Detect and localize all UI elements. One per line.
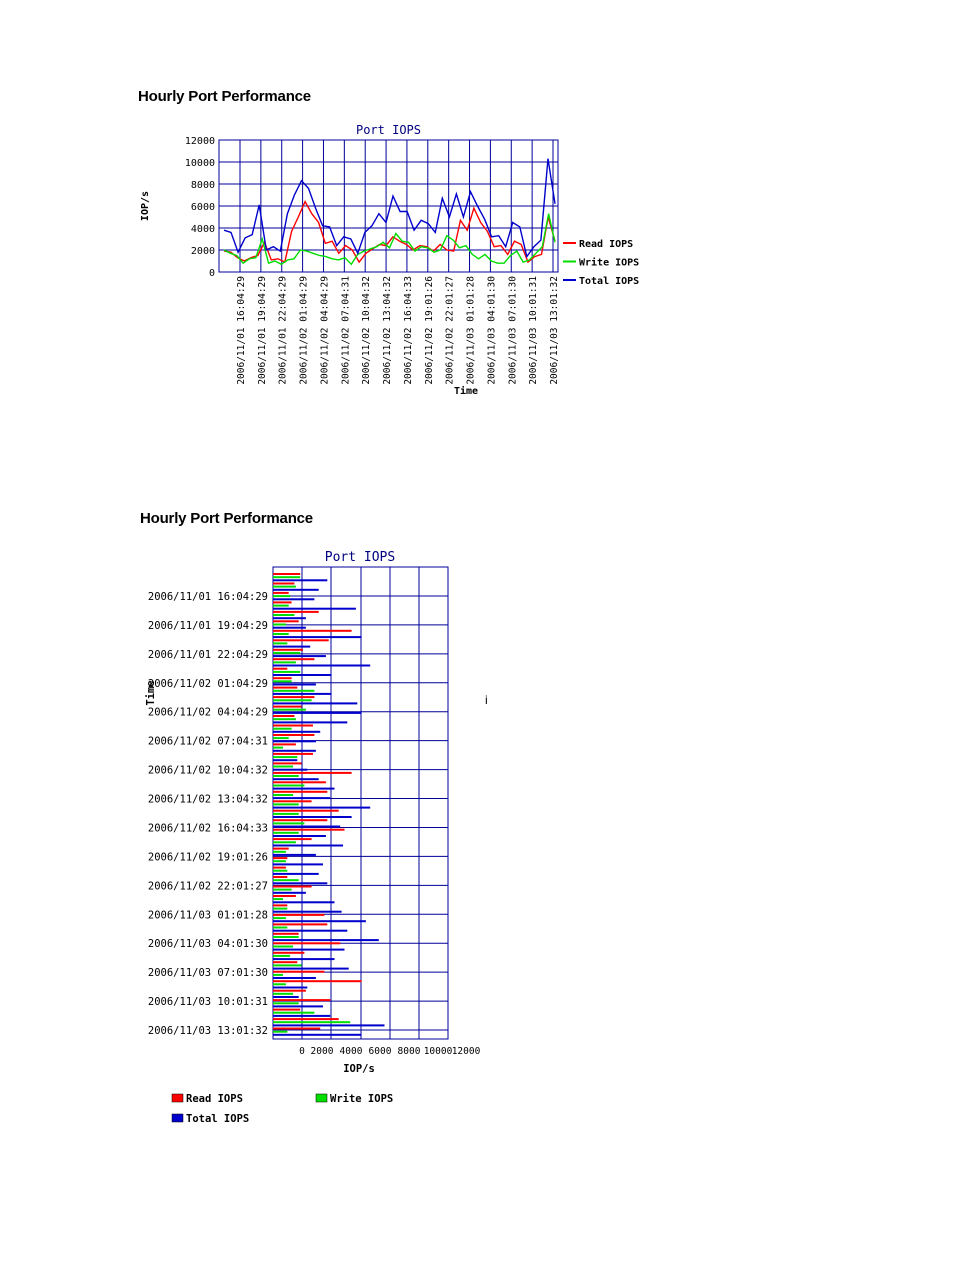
x-tick-label: 2006/11/02 19:01:26 bbox=[423, 276, 435, 385]
bar-write-iops bbox=[273, 964, 302, 966]
x-tick-label: 2006/11/02 07:04:31 bbox=[340, 276, 352, 385]
bar-total-iops bbox=[273, 750, 316, 752]
x-tick-label: 2000 bbox=[310, 1046, 334, 1057]
y-tick-label: 2006/11/02 22:01:27 bbox=[147, 880, 268, 893]
bar-write-iops bbox=[273, 908, 287, 910]
bar-read-iops bbox=[273, 649, 303, 651]
bar-read-iops bbox=[273, 1018, 339, 1020]
bar-total-iops bbox=[273, 797, 330, 799]
bar-read-iops bbox=[273, 999, 330, 1001]
bar-write-iops bbox=[273, 898, 283, 900]
bar-total-iops bbox=[273, 589, 319, 591]
y-tick-label: 2006/11/02 13:04:32 bbox=[147, 793, 268, 806]
bar-read-iops bbox=[273, 753, 313, 755]
bar-write-iops bbox=[273, 614, 294, 616]
bar-total-iops bbox=[273, 1034, 362, 1036]
bar-total-iops bbox=[273, 702, 357, 704]
bar-total-iops bbox=[273, 684, 316, 686]
bar-write-iops bbox=[273, 737, 289, 739]
bar-write-iops bbox=[273, 775, 299, 777]
bar-total-iops bbox=[273, 826, 340, 828]
bar-total-iops bbox=[273, 873, 319, 875]
bar-read-iops bbox=[273, 810, 339, 812]
bar-read-iops bbox=[273, 952, 304, 954]
bar-write-iops bbox=[273, 680, 292, 682]
bar-total-iops bbox=[273, 712, 362, 714]
y-tick-label: 2006/11/02 19:01:26 bbox=[147, 851, 268, 864]
bar-total-iops bbox=[273, 939, 379, 941]
bar-write-iops bbox=[273, 709, 306, 711]
bar-total-iops bbox=[273, 930, 347, 932]
bar-write-iops bbox=[273, 1031, 287, 1033]
bar-read-iops bbox=[273, 715, 294, 717]
bar-total-iops bbox=[273, 987, 307, 989]
chart-title: Port IOPS bbox=[324, 550, 396, 565]
bar-total-iops bbox=[273, 949, 345, 951]
bar-write-iops bbox=[273, 917, 286, 919]
y-tick-label: 12000 bbox=[184, 136, 215, 147]
bar-read-iops bbox=[273, 961, 297, 963]
bar-write-iops bbox=[273, 936, 299, 938]
y-axis-label: IOP/s bbox=[140, 190, 151, 222]
bar-write-iops bbox=[273, 756, 297, 758]
bar-write-iops bbox=[273, 586, 296, 588]
legend-label: Total IOPS bbox=[186, 1113, 250, 1125]
bar-read-iops bbox=[273, 933, 299, 935]
x-tick-label: 12000 bbox=[451, 1046, 481, 1057]
bar-read-iops bbox=[273, 668, 287, 670]
y-tick-label: 2000 bbox=[190, 246, 215, 257]
x-tick-label: 8000 bbox=[397, 1046, 421, 1057]
bar-write-iops bbox=[273, 671, 300, 673]
x-tick-label: 2006/11/03 10:01:31 bbox=[528, 276, 540, 385]
bar-read-iops bbox=[273, 1009, 300, 1011]
bar-write-iops bbox=[273, 1012, 314, 1014]
bar-read-iops bbox=[273, 886, 312, 888]
bar-total-iops bbox=[273, 759, 297, 761]
bar-read-iops bbox=[273, 791, 327, 793]
page-heading-bottom: Hourly Port Performance bbox=[140, 510, 313, 527]
bar-total-iops bbox=[273, 807, 370, 809]
x-tick-label: 2006/11/03 13:01:32 bbox=[549, 276, 560, 385]
bar-write-iops bbox=[273, 718, 296, 720]
x-tick-label: 2006/11/02 22:01:27 bbox=[444, 275, 456, 385]
legend-label: Write IOPS bbox=[330, 1093, 394, 1105]
y-tick-label: 2006/11/02 04:04:29 bbox=[147, 706, 268, 719]
y-tick-label: 2006/11/02 01:04:29 bbox=[147, 677, 268, 690]
x-tick-label: 2006/11/03 01:01:28 bbox=[465, 276, 477, 385]
x-tick-label: 2006/11/03 07:01:30 bbox=[507, 276, 519, 385]
x-tick-label: 2006/11/02 10:04:32 bbox=[361, 276, 373, 385]
stray-text-mark: i bbox=[485, 693, 488, 707]
x-tick-label: 10000 bbox=[423, 1046, 453, 1057]
bar-total-iops bbox=[273, 598, 314, 600]
bar-read-iops bbox=[273, 848, 289, 850]
legend-swatch bbox=[172, 1094, 183, 1102]
bar-write-iops bbox=[273, 728, 292, 730]
bar-read-iops bbox=[273, 980, 362, 982]
bar-read-iops bbox=[273, 677, 292, 679]
bar-write-iops bbox=[273, 822, 304, 824]
bar-total-iops bbox=[273, 646, 310, 648]
bar-write-iops bbox=[273, 860, 286, 862]
y-tick-label: 2006/11/03 13:01:32 bbox=[147, 1025, 268, 1037]
bar-read-iops bbox=[273, 819, 327, 821]
bar-total-iops bbox=[273, 977, 316, 979]
y-tick-label: 2006/11/03 07:01:30 bbox=[147, 967, 268, 980]
x-tick-label: 2006/11/03 04:01:30 bbox=[486, 276, 498, 385]
legend-label: Read IOPS bbox=[186, 1093, 243, 1105]
bar-total-iops bbox=[273, 740, 316, 742]
bar-total-iops bbox=[273, 731, 320, 733]
bar-write-iops bbox=[273, 785, 304, 787]
bar-read-iops bbox=[273, 573, 300, 575]
bar-total-iops bbox=[273, 911, 342, 913]
bar-read-iops bbox=[273, 800, 312, 802]
bar-write-iops bbox=[273, 633, 289, 635]
bar-read-iops bbox=[273, 734, 314, 736]
bar-total-iops bbox=[273, 617, 306, 619]
bar-total-iops bbox=[273, 1024, 385, 1026]
bar-total-iops bbox=[273, 901, 335, 903]
bar-total-iops bbox=[273, 655, 326, 657]
bar-total-iops bbox=[273, 1015, 330, 1017]
y-axis-label: Time bbox=[145, 680, 157, 706]
legend-swatch bbox=[172, 1114, 183, 1122]
bar-write-iops bbox=[273, 946, 293, 948]
bar-total-iops bbox=[273, 674, 332, 676]
x-tick-label: 4000 bbox=[339, 1046, 363, 1057]
bar-read-iops bbox=[273, 990, 306, 992]
bar-write-iops bbox=[273, 605, 289, 607]
x-tick-label: 2006/11/01 22:04:29 bbox=[277, 276, 289, 385]
bar-write-iops bbox=[273, 652, 300, 654]
y-tick-label: 2006/11/01 19:04:29 bbox=[147, 619, 268, 632]
bar-read-iops bbox=[273, 611, 319, 613]
legend-label: Write IOPS bbox=[579, 257, 640, 269]
y-tick-label: 6000 bbox=[190, 202, 215, 213]
bar-read-iops bbox=[273, 867, 286, 869]
bar-read-iops bbox=[273, 592, 289, 594]
bar-write-iops bbox=[273, 813, 299, 815]
bar-read-iops bbox=[273, 583, 294, 585]
bar-write-iops bbox=[273, 879, 299, 881]
bar-write-iops bbox=[273, 766, 293, 768]
bar-write-iops bbox=[273, 624, 286, 626]
y-tick-label: 2006/11/03 10:01:31 bbox=[147, 996, 268, 1009]
bar-read-iops bbox=[273, 772, 352, 774]
bar-write-iops bbox=[273, 889, 292, 891]
bar-total-iops bbox=[273, 665, 370, 667]
bar-read-iops bbox=[273, 658, 314, 660]
legend-swatch bbox=[316, 1094, 327, 1102]
bar-total-iops bbox=[273, 579, 327, 581]
bar-total-iops bbox=[273, 693, 332, 695]
y-tick-label: 0 bbox=[208, 268, 215, 279]
bar-write-iops bbox=[273, 841, 296, 843]
y-tick-label: 8000 bbox=[190, 180, 215, 191]
x-axis-label: Time bbox=[453, 386, 479, 397]
x-tick-label: 6000 bbox=[368, 1046, 392, 1057]
bar-total-iops bbox=[273, 769, 307, 771]
y-tick-label: 2006/11/03 04:01:30 bbox=[147, 938, 268, 951]
bar-read-iops bbox=[273, 725, 313, 727]
legend-label: Read IOPS bbox=[579, 239, 634, 250]
x-tick-label: 2006/11/02 13:04:32 bbox=[382, 276, 394, 385]
bar-write-iops bbox=[273, 993, 293, 995]
bar-write-iops bbox=[273, 794, 293, 796]
bar-write-iops bbox=[273, 927, 287, 929]
legend-label: Total IOPS bbox=[579, 276, 640, 287]
bar-write-iops bbox=[273, 1002, 299, 1004]
bar-write-iops bbox=[273, 851, 286, 853]
bar-write-iops bbox=[273, 699, 312, 701]
y-tick-label: 2006/11/01 16:04:29 bbox=[147, 591, 268, 603]
bar-read-iops bbox=[273, 876, 287, 878]
bar-read-iops bbox=[273, 630, 352, 632]
chart-title: Port IOPS bbox=[355, 123, 422, 137]
bar-total-iops bbox=[273, 996, 299, 998]
bar-total-iops bbox=[273, 892, 306, 894]
bar-total-iops bbox=[273, 778, 319, 780]
bar-read-iops bbox=[273, 639, 329, 641]
bar-read-iops bbox=[273, 857, 287, 859]
x-tick-label: 0 bbox=[299, 1046, 305, 1057]
bar-read-iops bbox=[273, 696, 314, 698]
y-tick-label: 2006/11/02 07:04:31 bbox=[147, 735, 268, 748]
bar-read-iops bbox=[273, 1028, 320, 1030]
bar-read-iops bbox=[273, 923, 327, 925]
bar-total-iops bbox=[273, 968, 349, 970]
x-tick-label: 2006/11/01 16:04:29 bbox=[236, 276, 247, 385]
bar-total-iops bbox=[273, 958, 335, 960]
bar-write-iops bbox=[273, 983, 286, 985]
page-heading-top: Hourly Port Performance bbox=[138, 88, 311, 105]
bar-write-iops bbox=[273, 1021, 350, 1023]
y-tick-label: 2006/11/03 01:01:28 bbox=[147, 909, 268, 922]
bar-read-iops bbox=[273, 895, 296, 897]
bar-read-iops bbox=[273, 620, 299, 622]
bar-total-iops bbox=[273, 845, 343, 847]
bar-read-iops bbox=[273, 829, 345, 831]
bar-total-iops bbox=[273, 788, 335, 790]
bar-read-iops bbox=[273, 601, 292, 603]
bar-write-iops bbox=[273, 690, 314, 692]
bar-read-iops bbox=[273, 687, 297, 689]
bar-write-iops bbox=[273, 576, 300, 578]
bar-write-iops bbox=[273, 974, 283, 976]
y-tick-label: 2006/11/02 16:04:33 bbox=[147, 822, 268, 835]
bar-write-iops bbox=[273, 803, 299, 805]
x-tick-label: 2006/11/02 01:04:29 bbox=[298, 276, 310, 385]
bar-total-iops bbox=[273, 816, 352, 818]
bar-read-iops bbox=[273, 914, 324, 916]
bar-read-iops bbox=[273, 904, 287, 906]
y-tick-label: 4000 bbox=[190, 224, 215, 235]
x-tick-label: 2006/11/02 16:04:33 bbox=[402, 276, 414, 385]
bar-write-iops bbox=[273, 642, 287, 644]
bar-write-iops bbox=[273, 955, 290, 957]
bar-total-iops bbox=[273, 835, 326, 837]
y-tick-label: 2006/11/02 10:04:32 bbox=[147, 764, 268, 777]
bar-read-iops bbox=[273, 838, 312, 840]
bar-total-iops bbox=[273, 863, 323, 865]
bar-write-iops bbox=[273, 595, 290, 597]
bar-read-iops bbox=[273, 762, 302, 764]
bar-read-iops bbox=[273, 706, 302, 708]
bar-read-iops bbox=[273, 743, 296, 745]
bar-total-iops bbox=[273, 920, 366, 922]
x-axis-label: IOP/s bbox=[343, 1063, 375, 1075]
bar-write-iops bbox=[273, 661, 296, 663]
bar-total-iops bbox=[273, 854, 316, 856]
bar-total-iops bbox=[273, 1005, 323, 1007]
y-tick-label: 2006/11/01 22:04:29 bbox=[147, 648, 268, 661]
x-tick-label: 2006/11/01 19:04:29 bbox=[256, 276, 268, 385]
bar-total-iops bbox=[273, 721, 347, 723]
bar-read-iops bbox=[273, 971, 324, 973]
bar-total-iops bbox=[273, 882, 327, 884]
bar-total-iops bbox=[273, 636, 362, 638]
bar-write-iops bbox=[273, 832, 299, 834]
bar-total-iops bbox=[273, 608, 356, 610]
bar-total-iops bbox=[273, 627, 306, 629]
y-tick-label: 10000 bbox=[184, 158, 215, 169]
bar-write-iops bbox=[273, 747, 283, 749]
bar-read-iops bbox=[273, 781, 326, 783]
bar-write-iops bbox=[273, 870, 287, 872]
x-tick-label: 2006/11/02 04:04:29 bbox=[319, 276, 331, 385]
bar-read-iops bbox=[273, 942, 340, 944]
